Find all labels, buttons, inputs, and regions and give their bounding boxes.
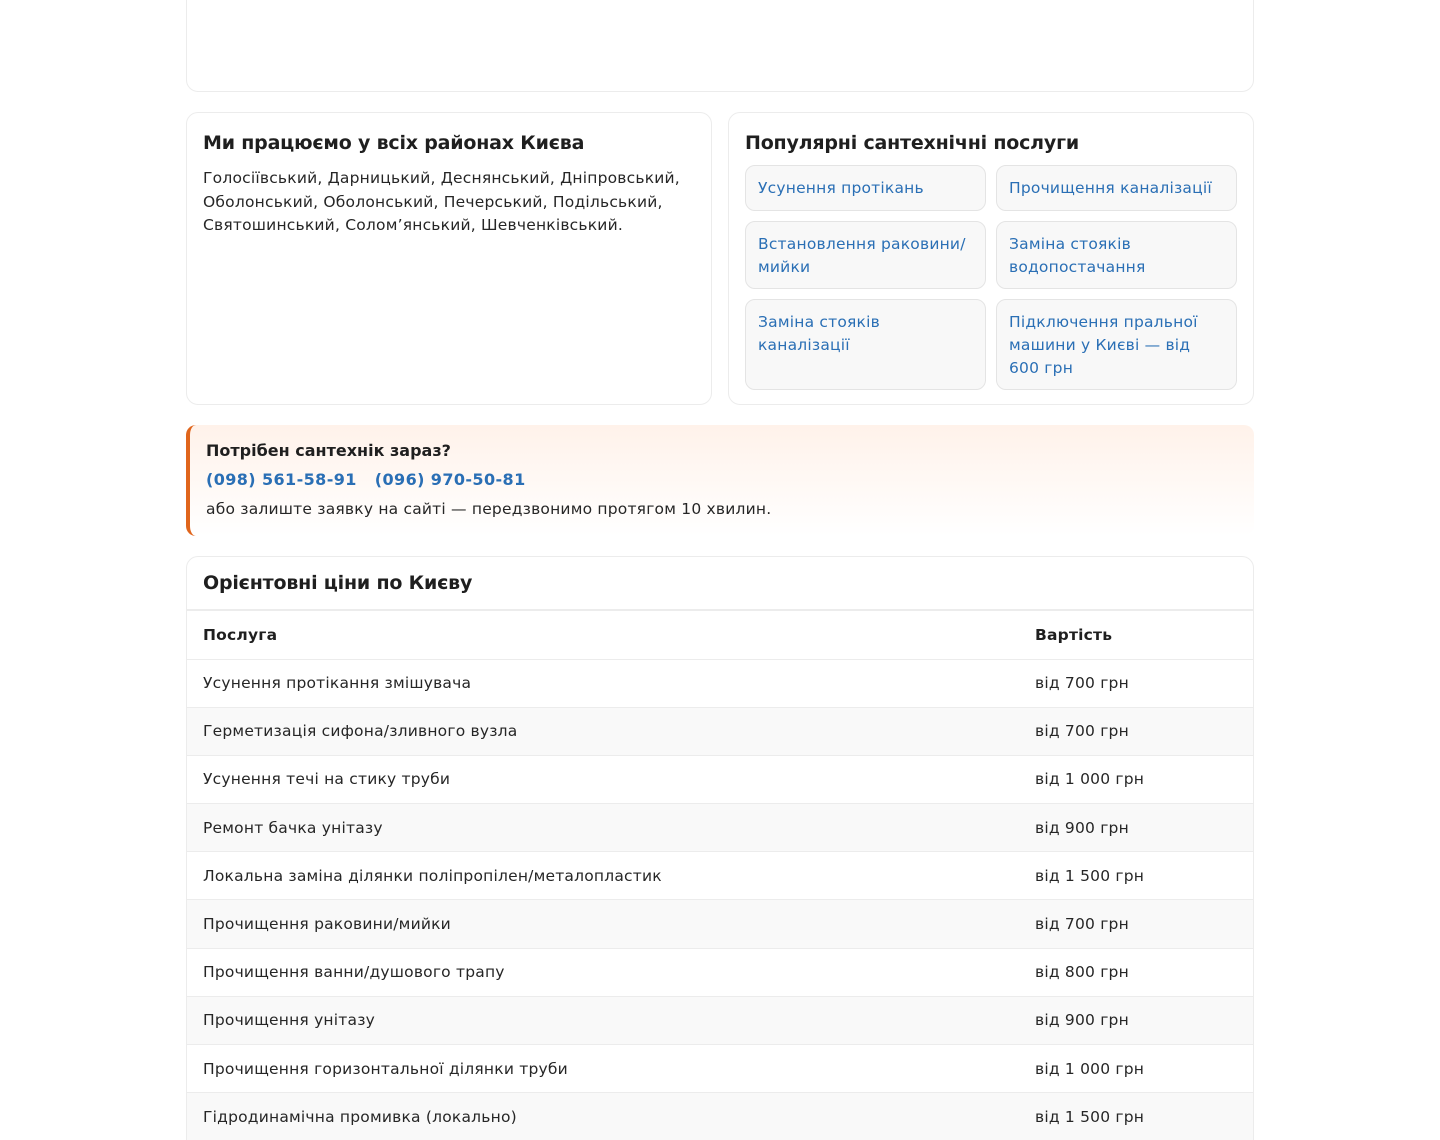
price-cell: від 1 500 грн <box>1019 1093 1253 1140</box>
table-row <box>187 852 1253 900</box>
districts-card <box>186 112 712 405</box>
table-row <box>187 900 1253 948</box>
table-row <box>187 996 1253 1044</box>
price-cell: від 700 грн <box>1019 707 1253 755</box>
price-cell: від 800 грн <box>1019 948 1253 996</box>
service-cell: Усунення протікання змішувача <box>187 659 1019 707</box>
table-row <box>187 804 1253 852</box>
table-row <box>187 659 1253 707</box>
service-link-sink-install[interactable]: Встановлення раковини/мийки <box>745 221 986 289</box>
service-cell: Усунення течі на стику труби <box>187 755 1019 803</box>
top-card <box>186 0 1254 92</box>
service-cell: Герметизація сифона/зливного вузла <box>187 707 1019 755</box>
service-link-water-risers[interactable]: Заміна стояків водопостачання <box>996 221 1237 289</box>
prices-title: Орієнтовні ціни по Києву <box>203 572 473 594</box>
column-header-service: Послуга <box>187 611 1019 659</box>
service-cell: Прочищення горизонтальної ділянки труби <box>187 1045 1019 1093</box>
price-cell: від 1 000 грн <box>1019 1045 1253 1093</box>
services-card <box>728 112 1254 405</box>
phone-link-1[interactable]: (098) 561-58-91 <box>206 470 357 489</box>
services-grid <box>745 165 1237 390</box>
cta-title: Потрібен сантехнік зараз? <box>206 441 451 460</box>
cta-note: або залиште заявку на сайті — передзвонимо протягом 10 хвилин. <box>206 500 772 518</box>
table-row <box>187 1045 1253 1093</box>
table-row <box>187 707 1253 755</box>
cta-phones <box>206 468 1238 492</box>
services-title: Популярні сантехнічні послуги <box>745 132 1079 154</box>
phone-link-2[interactable]: (096) 970-50-81 <box>374 470 526 489</box>
price-cell: від 700 грн <box>1019 659 1253 707</box>
service-cell: Локальна заміна ділянки поліпропілен/металопластик <box>187 852 1019 900</box>
price-cell: від 1 500 грн <box>1019 852 1253 900</box>
districts-list: Голосіївський, Дарницький, Деснянський, Дніпровський, Оболонський, Оболонський, Печерський, Подільський, Святошинський, Солом’янський, Шевченківський. <box>203 169 680 234</box>
table-row <box>187 755 1253 803</box>
service-cell: Прочищення раковини/мийки <box>187 900 1019 948</box>
service-link-washing-machine[interactable]: Підключення пральної машини у Києві — від 600 грн <box>996 299 1237 390</box>
price-cell: від 900 грн <box>1019 804 1253 852</box>
service-cell: Ремонт бачка унітазу <box>187 804 1019 852</box>
cta-banner <box>186 425 1254 536</box>
service-cell: Гідродинамічна промивка (локально) <box>187 1093 1019 1140</box>
service-link-leaks[interactable]: Усунення протікань <box>745 165 986 211</box>
price-cell: від 900 грн <box>1019 996 1253 1044</box>
districts-title: Ми працюємо у всіх районах Києва <box>203 132 585 154</box>
price-cell: від 1 000 грн <box>1019 755 1253 803</box>
service-cell: Прочищення унітазу <box>187 996 1019 1044</box>
service-link-sewer-risers[interactable]: Заміна стояків каналізації <box>745 299 986 390</box>
service-link-drain-cleaning[interactable]: Прочищення каналізації <box>996 165 1237 211</box>
prices-table <box>187 611 1253 1140</box>
service-cell: Прочищення ванни/душового трапу <box>187 948 1019 996</box>
table-row <box>187 1093 1253 1140</box>
price-cell: від 700 грн <box>1019 900 1253 948</box>
column-header-price: Вартість <box>1019 611 1253 659</box>
table-row <box>187 948 1253 996</box>
table-header-row <box>187 611 1253 659</box>
prices-card <box>186 556 1254 1140</box>
prices-header <box>187 557 1253 611</box>
